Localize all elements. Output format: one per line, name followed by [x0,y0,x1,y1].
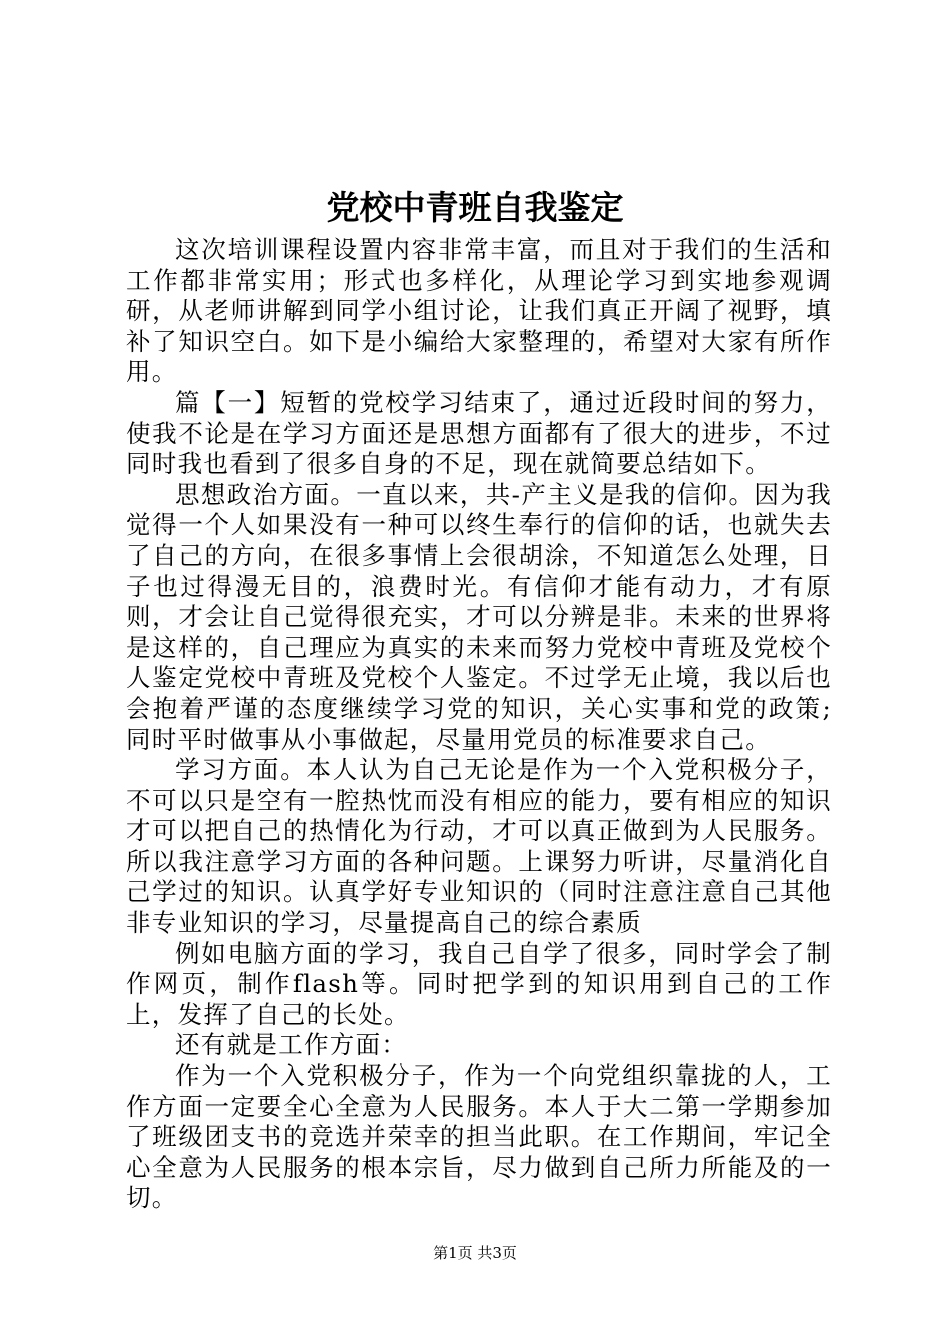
paragraph: 篇【一】短暂的党校学习结束了，通过近段时间的努力，使我不论是在学习方面还是思想方面都有了很大的进步，不过同时我也看到了很多自身的不足，现在就简要总结如下。 [126,387,832,479]
paragraph: 思想政治方面。一直以来，共-产主义是我的信仰。因为我觉得一个人如果没有一种可以终生奉行的信仰的话，也就失去了自己的方向，在很多事情上会很胡涂，不知道怎么处理，日子也过得漫无目的，浪费时光。有信仰才能有动力，才有原则，才会让自己觉得很充实，才可以分辨是非。未来的世界将是这样的，自己理应为真实的未来而努力党校中青班及党校个人鉴定党校中青班及党校个人鉴定。不过学无止境，我以后也会抱着严谨的态度继续学习党的知识，关心实事和党的政策;同时平时做事从小事做起，尽量用党员的标准要求自己。 [126,479,832,754]
paragraph: 这次培训课程设置内容非常丰富，而且对于我们的生活和工作都非常实用；形式也多样化，从理论学习到实地参观调研，从老师讲解到同学小组讨论，让我们真正开阔了视野，填补了知识空白。如下是小编给大家整理的，希望对大家有所作用。 [126,235,832,387]
paragraph: 作为一个入党积极分子，作为一个向党组织靠拢的人，工作方面一定要全心全意为人民服务。本人于大二第一学期参加了班级团支书的竞选并荣幸的担当此职。在工作期间，牢记全心全意为人民服务的根本宗旨，尽力做到自己所力所能及的一切。 [126,1061,832,1213]
document-title: 党校中青班自我鉴定 [326,188,624,227]
paragraph: 还有就是工作方面： [175,1030,408,1060]
paragraph: 例如电脑方面的学习，我自己自学了很多，同时学会了制作网页，制作flash等。同时把学到的知识用到自己的工作上，发挥了自己的长处。 [126,938,832,1029]
paragraph: 学习方面。本人认为自己无论是作为一个入党积极分子，不可以只是空有一腔热忱而没有相应的能力，要有相应的知识才可以把自己的热情化为行动，才可以真正做到为人民服务。所以我注意学习方面的各种问题。上课努力听讲，尽量消化自己学过的知识。认真学好专业知识的（同时注意注意自己其他非专业知识的学习，尽量提高自己的综合素质 [126,755,832,938]
document-body [126,235,832,1214]
page-footer: 第1页 共3页 [433,1244,517,1262]
